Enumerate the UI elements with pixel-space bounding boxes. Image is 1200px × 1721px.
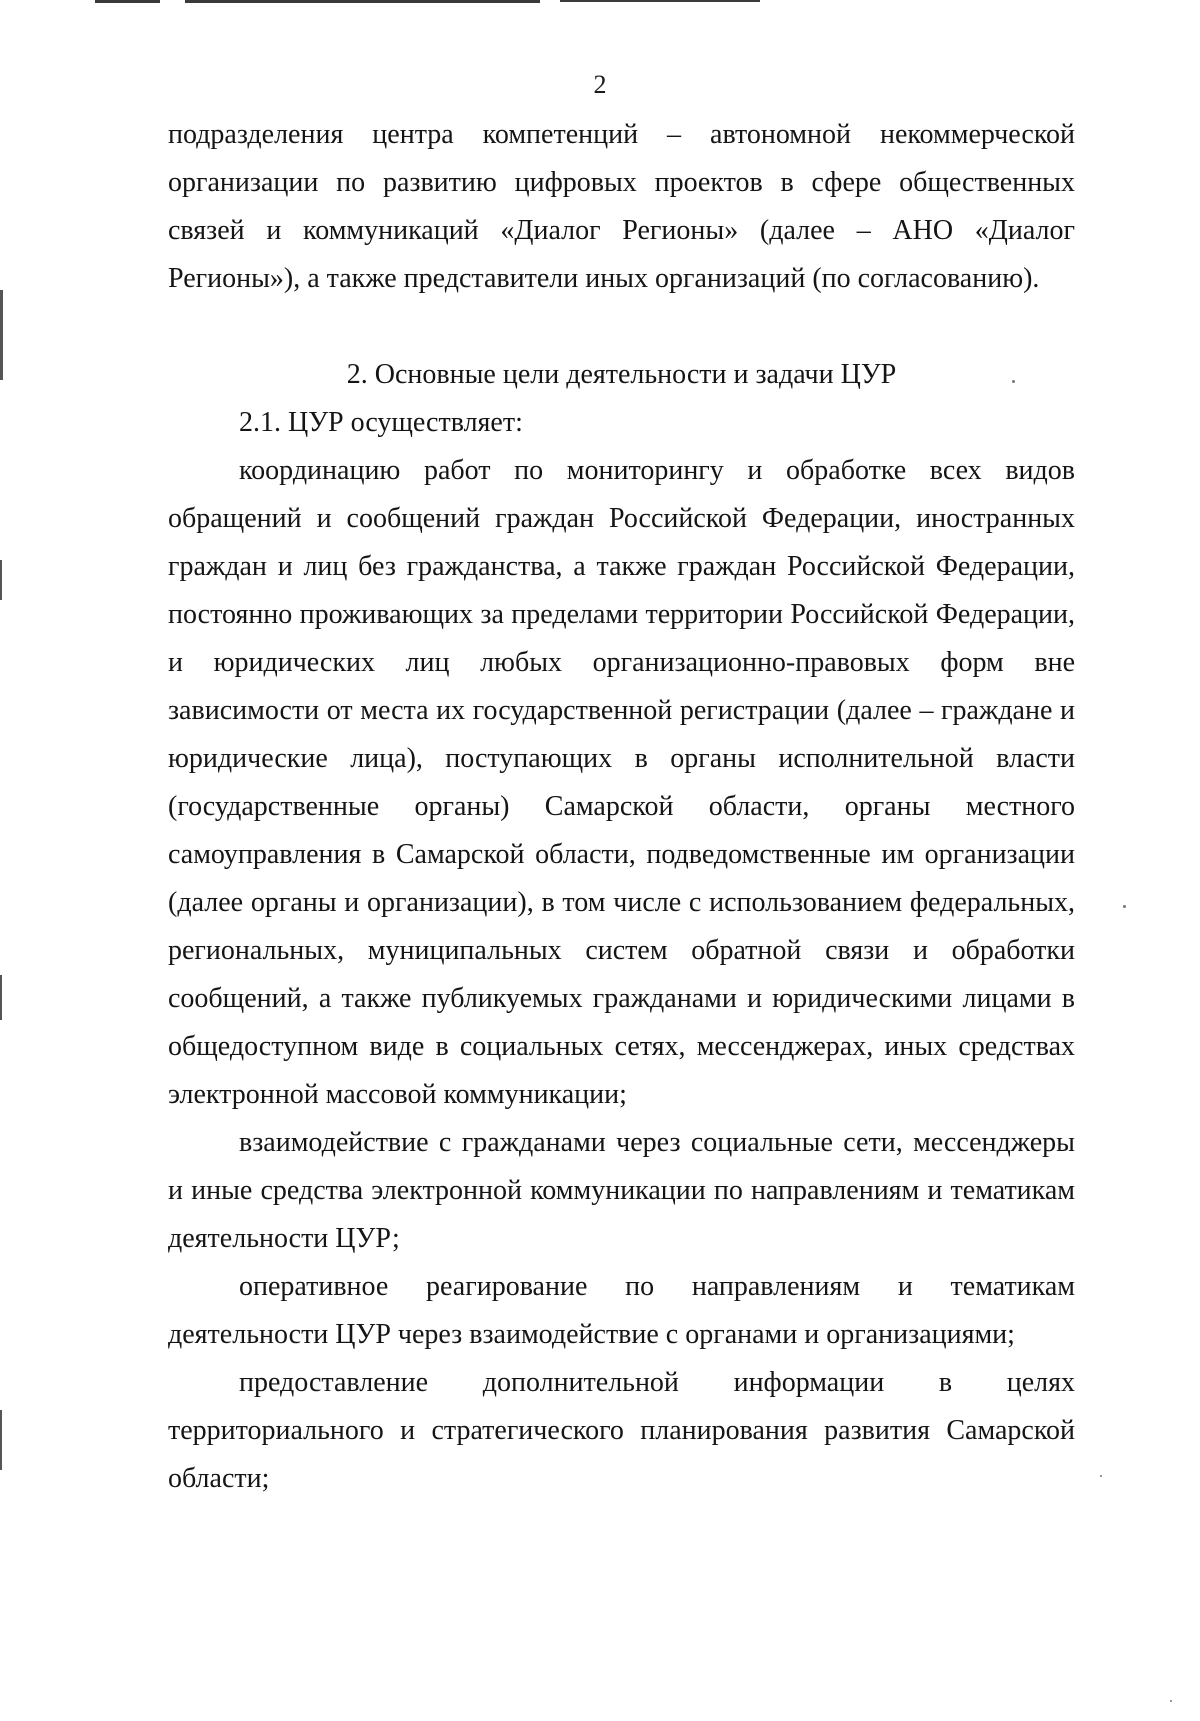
scan-speck xyxy=(1100,1475,1102,1477)
scan-edge-mark xyxy=(0,560,2,600)
list-item: взаимодействие с гражданами через социальные сети, мессенджеры и иные средства электронной коммуникации по направлениям и тематикам деятельности ЦУР; xyxy=(168,1127,1075,1254)
list-item: оперативное реагирование по направлениям и тематикам деятельности ЦУР через взаимодействие с органами и организациями; xyxy=(168,1271,1075,1350)
scan-edge-mark xyxy=(560,0,760,2)
section-heading: 2. Основные цели деятельности и задачи ЦУР xyxy=(346,359,897,390)
scan-edge-mark xyxy=(0,975,2,1020)
list-item: предоставление дополнительной информации в целях территориального и стратегического планирования развития Самарской области; xyxy=(168,1367,1075,1494)
scan-edge-mark xyxy=(0,290,3,380)
paragraph-intro: подразделения центра компетенций – автономной некоммерческой организации по развитию цифровых проектов в сфере общественных связей и коммуникаций «Диалог Регионы» (далее – АНО «Диалог Регионы»), а также представители иных организаций (по согласованию). xyxy=(168,119,1075,294)
document-body xyxy=(168,111,1075,1503)
scan-speck xyxy=(1170,1700,1172,1702)
scan-edge-mark xyxy=(185,0,540,3)
page-number: 2 xyxy=(593,70,607,99)
clause-2-1: 2.1. ЦУР осуществляет: xyxy=(239,407,523,438)
scan-edge-mark xyxy=(95,0,160,3)
scan-speck xyxy=(1123,905,1126,908)
paragraph-gap xyxy=(168,303,1075,351)
scan-edge-mark xyxy=(0,1410,2,1470)
list-item: координацию работ по мониторингу и обработке всех видов обращений и сообщений граждан Российской Федерации, иностранных граждан и лиц без гражданства, а также граждан Российской Федерации, постоянно проживающих за пределами территории Российской Федерации, и юридических лиц любых организационно-правовых форм вне зависимости от места их государственной регистрации (далее – граждане и юридические лица), поступающих в органы исполнительной власти (государственные органы) Самарской области, органы местного самоуправления в Самарской области, подведомственные им организации (далее органы и организации), в том числе с использованием федеральных, региональных, муниципальных систем обратной связи и обработки сообщений, а также публикуемых гражданами и юридическими лицами в общедоступном виде в социальных сетях, мессенджерах, иных средствах электронной массовой коммуникации; xyxy=(168,455,1075,1110)
